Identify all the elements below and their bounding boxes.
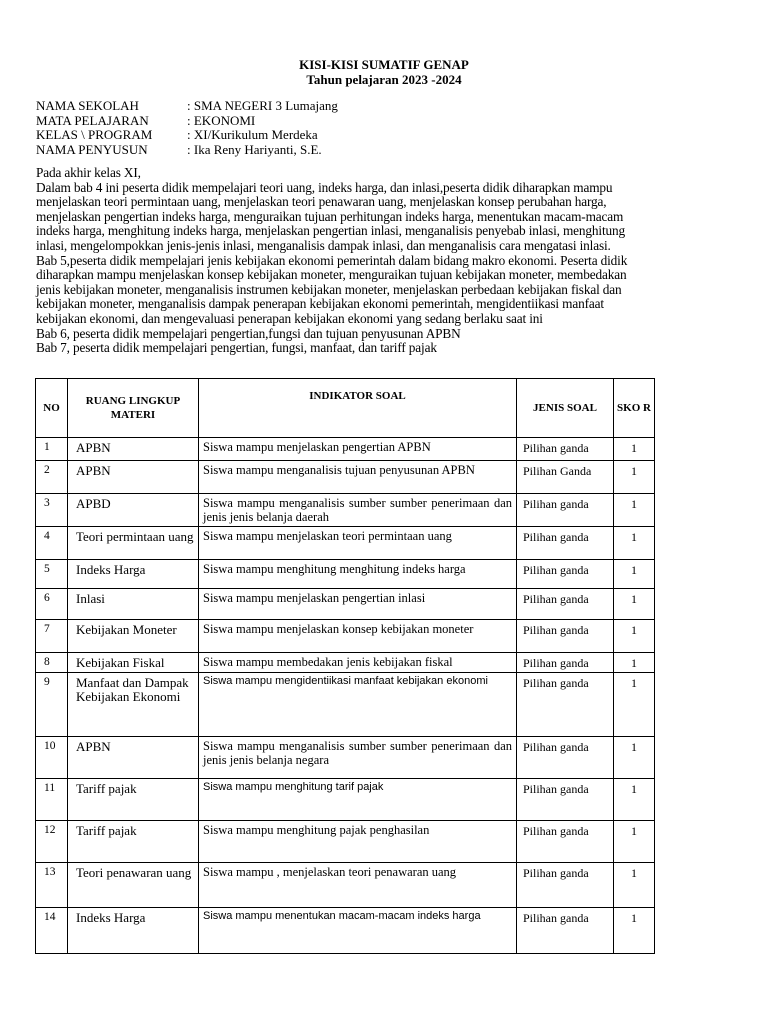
cell-skor: 1 [614,494,655,527]
cell-skor: 1 [614,461,655,494]
table-row [36,560,655,589]
cell-indikator: Siswa mampu menghitung tarif pajak [199,779,517,821]
cell-skor: 1 [614,673,655,737]
cell-jenis: Pilihan ganda [517,438,614,461]
cell-jenis: Pilihan ganda [517,589,614,620]
cell-skor: 1 [614,560,655,589]
info-value: : SMA NEGERI 3 Lumajang [187,98,338,113]
cell-skor: 1 [614,438,655,461]
cell-skor: 1 [614,908,655,954]
cell-indikator: Siswa mampu menjelaskan pengertian inlasi [199,589,517,620]
cell-ruang: APBN [68,737,199,779]
cell-no: 6 [36,589,68,620]
cell-indikator: Siswa mampu membedakan jenis kebijakan fiskal [199,653,517,673]
table-row [36,673,655,737]
cell-no: 4 [36,527,68,560]
cell-jenis: Pilihan ganda [517,737,614,779]
cell-indikator: Siswa mampu menjelaskan teori permintaan uang [199,527,517,560]
header-skor: SKO R [614,379,655,438]
cell-jenis: Pilihan Ganda [517,461,614,494]
header-ruang-lingkup: RUANG LINGKUP MATERI [68,379,199,438]
cell-indikator: Siswa mampu menentukan macam-macam indeks harga [199,908,517,954]
cell-indikator: Siswa mampu menganalisis sumber sumber penerimaan dan jenis jenis belanja negara [199,737,517,779]
info-value: : EKONOMI [187,112,256,128]
cell-no: 1 [36,438,68,461]
cell-ruang: APBN [68,461,199,494]
cell-indikator: Siswa mampu menganalisis sumber sumber penerimaan dan jenis jenis belanja daerah [199,494,517,527]
intro-line: indeks harga, menghitung indeks harga, menjelaskan pengertian inlasi, menganalisis penyebab inlasi, menghitung [36,223,625,239]
info-label: MATA PELAJARAN [36,112,149,128]
intro-line: kebijakan moneter, menganalisis dampak penerapan kebijakan ekonomi pemerintah, mengidentiikasi manfaat [36,296,604,312]
intro-line: Dalam bab 4 ini peserta didik mempelajari teori uang, indeks harga, dan inlasi,peserta didik diharapkan mampu [36,179,613,195]
header-no: NO [36,379,68,438]
cell-ruang: Teori permintaan uang [68,527,199,560]
cell-skor: 1 [614,653,655,673]
cell-indikator: Siswa mampu menganalisis tujuan penyusunan APBN [199,461,517,494]
info-label: KELAS \ PROGRAM [36,127,153,142]
intro-line: Bab 6, peserta didik mempelajari pengertian,fungsi dan tujuan penyusunan APBN [36,325,461,341]
table-row [36,589,655,620]
info-row [36,143,338,158]
table-row [36,737,655,779]
table-row [36,821,655,863]
table-row [36,908,655,954]
table-row [36,620,655,653]
cell-skor: 1 [614,620,655,653]
cell-indikator: Siswa mampu menjelaskan pengertian APBN [199,438,517,461]
header-indikator: INDIKATOR SOAL [199,379,517,438]
intro-line: Bab 7, peserta didik mempelajari pengertian, fungsi, manfaat, dan tariff pajak [36,340,437,356]
intro-line: Pada akhir kelas XI, [36,165,141,180]
intro-line: menjelaskan teori permintaan uang, menjelaskan teori penawaran uang, menjelaskan konsep perubahan harga, [36,194,607,210]
cell-ruang: Teori penawaran uang [68,863,199,908]
info-value: : Ika Reny Hariyanti, S.E. [187,141,322,157]
document-subtitle: Tahun pelajaran 2023 -2024 [306,72,462,87]
cell-skor: 1 [614,589,655,620]
cell-ruang: APBN [68,438,199,461]
cell-jenis: Pilihan ganda [517,863,614,908]
cell-no: 11 [36,779,68,821]
table-row [36,461,655,494]
cell-jenis: Pilihan ganda [517,673,614,737]
intro-line: Bab 5,peserta didik mempelajari jenis kebijakan ekonomi pemerintah dalam bidang makro ekonomi. Peserta didik [36,252,628,268]
table-row [36,527,655,560]
intro-paragraph [36,166,726,356]
table-row [36,494,655,527]
cell-no: 2 [36,461,68,494]
cell-ruang: Inlasi [68,589,199,620]
intro-line: menjelaskan pengertian indeks harga, menguraikan tujuan perhitungan indeks harga, menentukan macam-macam [36,208,624,224]
cell-no: 8 [36,653,68,673]
cell-ruang: Indeks Harga [68,908,199,954]
cell-no: 14 [36,908,68,954]
cell-jenis: Pilihan ganda [517,527,614,560]
cell-no: 10 [36,737,68,779]
cell-jenis: Pilihan ganda [517,653,614,673]
cell-no: 13 [36,863,68,908]
cell-jenis: Pilihan ganda [517,494,614,527]
cell-ruang: Tariff pajak [68,821,199,863]
info-row [36,114,338,129]
intro-line: jenis kebijakan moneter, menganalisis instrumen kebijakan moneter, menjelaskan perbedaan kebijakan fiskal dan [36,281,622,297]
cell-skor: 1 [614,527,655,560]
cell-ruang: Manfaat dan Dampak Kebijakan Ekonomi [68,673,199,737]
intro-line: inlasi, mengelompokkan jenis-jenis inlasi, menganalisis dampak inlasi, dan menganalisis cara mengatasi inlasi. [36,237,611,253]
cell-no: 3 [36,494,68,527]
cell-ruang: APBD [68,494,199,527]
cell-indikator: Siswa mampu menghitung pajak penghasilan [199,821,517,863]
document-title: KISI-KISI SUMATIF GENAP [299,57,469,72]
cell-indikator: Siswa mampu mengidentiikasi manfaat kebijakan ekonomi [199,673,517,737]
cell-indikator: Siswa mampu menghitung menghitung indeks harga [199,560,517,589]
info-label: NAMA PENYUSUN [36,141,148,157]
cell-jenis: Pilihan ganda [517,908,614,954]
cell-jenis: Pilihan ganda [517,620,614,653]
cell-indikator: Siswa mampu , menjelaskan teori penawaran uang [199,863,517,908]
cell-jenis: Pilihan ganda [517,560,614,589]
intro-line: diharapkan mampu menjelaskan konsep kebijakan moneter, menguraikan tujuan kebijakan moneter, membedakan [36,267,627,283]
info-row [36,99,338,114]
header-jenis-soal: JENIS SOAL [517,379,614,438]
cell-jenis: Pilihan ganda [517,821,614,863]
cell-no: 9 [36,673,68,737]
info-value: : XI/Kurikulum Merdeka [187,127,318,142]
cell-ruang: Kebijakan Moneter [68,620,199,653]
table-row [36,779,655,821]
cell-skor: 1 [614,821,655,863]
cell-skor: 1 [614,737,655,779]
cell-no: 12 [36,821,68,863]
info-label: NAMA SEKOLAH [36,98,139,113]
table-row [36,863,655,908]
school-info [36,99,338,157]
kisi-kisi-table [35,378,655,954]
cell-ruang: Kebijakan Fiskal [68,653,199,673]
cell-no: 7 [36,620,68,653]
table-header-row [36,379,655,438]
table-row [36,653,655,673]
table-row [36,438,655,461]
cell-ruang: Tariff pajak [68,779,199,821]
cell-jenis: Pilihan ganda [517,779,614,821]
cell-indikator: Siswa mampu menjelaskan konsep kebijakan moneter [199,620,517,653]
cell-no: 5 [36,560,68,589]
cell-ruang: Indeks Harga [68,560,199,589]
cell-skor: 1 [614,863,655,908]
intro-line: kebijakan ekonomi, dan mengevaluasi penerapan kebijakan ekonomi yang sedang berlaku saat ini [36,310,543,326]
cell-skor: 1 [614,779,655,821]
info-row [36,128,338,143]
